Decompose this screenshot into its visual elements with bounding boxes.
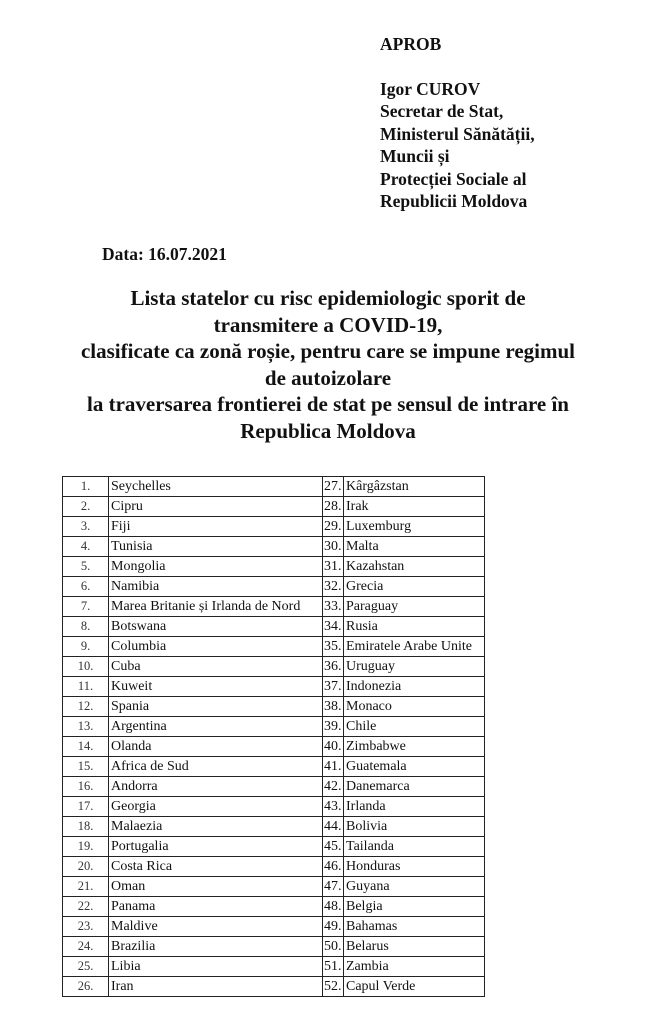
country-name: Kazahstan — [344, 557, 485, 577]
country-number: 13. — [63, 717, 109, 737]
country-number: 27. — [323, 477, 344, 497]
country-name: Chile — [344, 717, 485, 737]
table-row — [63, 477, 485, 497]
country-name: Spania — [109, 697, 323, 717]
country-name: Columbia — [109, 637, 323, 657]
country-name: Luxemburg — [344, 517, 485, 537]
country-number: 36. — [323, 657, 344, 677]
country-number: 5. — [63, 557, 109, 577]
country-number: 23. — [63, 917, 109, 937]
table-row — [63, 717, 485, 737]
country-number: 39. — [323, 717, 344, 737]
country-number: 18. — [63, 817, 109, 837]
country-name: Capul Verde — [344, 977, 485, 997]
country-number: 1. — [63, 477, 109, 497]
table-row — [63, 877, 485, 897]
country-number: 22. — [63, 897, 109, 917]
country-number: 17. — [63, 797, 109, 817]
country-number: 44. — [323, 817, 344, 837]
countries-table — [62, 476, 485, 997]
country-number: 33. — [323, 597, 344, 617]
country-name: Zimbabwe — [344, 737, 485, 757]
country-name: Maldive — [109, 917, 323, 937]
table-row — [63, 697, 485, 717]
country-name: Grecia — [344, 577, 485, 597]
table-row — [63, 777, 485, 797]
table-row — [63, 957, 485, 977]
country-number: 3. — [63, 517, 109, 537]
table-row — [63, 797, 485, 817]
country-number: 26. — [63, 977, 109, 997]
country-name: Honduras — [344, 857, 485, 877]
table-row — [63, 977, 485, 997]
country-number: 40. — [323, 737, 344, 757]
country-name: Indonezia — [344, 677, 485, 697]
country-name: Uruguay — [344, 657, 485, 677]
approver-ministry-line: Ministerul Sănătății, — [380, 123, 535, 144]
country-name: Tunisia — [109, 537, 323, 557]
country-number: 48. — [323, 897, 344, 917]
table-row — [63, 917, 485, 937]
country-name: Mongolia — [109, 557, 323, 577]
approver-ministry-line: Muncii și — [380, 146, 450, 166]
country-name: Portugalia — [109, 837, 323, 857]
country-number: 25. — [63, 957, 109, 977]
country-name: Zambia — [344, 957, 485, 977]
country-name: Belgia — [344, 897, 485, 917]
country-name: Belarus — [344, 937, 485, 957]
country-name: Iran — [109, 977, 323, 997]
country-name: Botswana — [109, 617, 323, 637]
country-name: Bolivia — [344, 817, 485, 837]
country-number: 28. — [323, 497, 344, 517]
country-number: 35. — [323, 637, 344, 657]
country-name: Malaezia — [109, 817, 323, 837]
table-row — [63, 517, 485, 537]
country-number: 21. — [63, 877, 109, 897]
country-number: 10. — [63, 657, 109, 677]
table-row — [63, 617, 485, 637]
table-row — [63, 657, 485, 677]
country-number: 19. — [63, 837, 109, 857]
country-name: Fiji — [109, 517, 323, 537]
country-number: 9. — [63, 637, 109, 657]
country-number: 8. — [63, 617, 109, 637]
country-name: Africa de Sud — [109, 757, 323, 777]
country-name: Rusia — [344, 617, 485, 637]
country-number: 32. — [323, 577, 344, 597]
country-number: 31. — [323, 557, 344, 577]
country-name: Monaco — [344, 697, 485, 717]
country-number: 37. — [323, 677, 344, 697]
approver-name: Igor CUROV — [380, 78, 481, 99]
country-number: 47. — [323, 877, 344, 897]
country-number: 38. — [323, 697, 344, 717]
country-name: Oman — [109, 877, 323, 897]
title-line: transmitere a COVID-19, — [213, 312, 443, 337]
country-name: Andorra — [109, 777, 323, 797]
country-name: Kuweit — [109, 677, 323, 697]
country-name: Cipru — [109, 497, 323, 517]
country-number: 42. — [323, 777, 344, 797]
table-row — [63, 557, 485, 577]
approver-ministry-line: Protecției Sociale al — [380, 168, 527, 189]
country-number: 24. — [63, 937, 109, 957]
table-row — [63, 497, 485, 517]
country-number: 41. — [323, 757, 344, 777]
country-number: 7. — [63, 597, 109, 617]
table-row — [63, 817, 485, 837]
approver-ministry-line: Republicii Moldova — [380, 191, 528, 211]
country-name: Georgia — [109, 797, 323, 817]
country-name: Brazilia — [109, 937, 323, 957]
table-row — [63, 857, 485, 877]
document-date: Data: 16.07.2021 — [102, 244, 227, 264]
country-number: 30. — [323, 537, 344, 557]
title-line: Republica Moldova — [240, 418, 416, 443]
country-name: Costa Rica — [109, 857, 323, 877]
country-number: 50. — [323, 937, 344, 957]
country-number: 20. — [63, 857, 109, 877]
table-row — [63, 637, 485, 657]
table-row — [63, 757, 485, 777]
country-name: Argentina — [109, 717, 323, 737]
country-number: 29. — [323, 517, 344, 537]
title-line: la traversarea frontierei de stat pe sensul de intrare în — [87, 392, 569, 416]
table-row — [63, 897, 485, 917]
title-line: de autoizolare — [264, 365, 392, 390]
table-row — [63, 577, 485, 597]
country-name: Guyana — [344, 877, 485, 897]
country-number: 6. — [63, 577, 109, 597]
country-name: Olanda — [109, 737, 323, 757]
table-row — [63, 937, 485, 957]
country-number: 11. — [63, 677, 109, 697]
country-number: 49. — [323, 917, 344, 937]
approval-block — [380, 33, 535, 213]
country-name: Marea Britanie și Irlanda de Nord — [109, 597, 323, 617]
country-name: Libia — [109, 957, 323, 977]
country-number: 34. — [323, 617, 344, 637]
country-number: 46. — [323, 857, 344, 877]
country-name: Panama — [109, 897, 323, 917]
country-name: Seychelles — [109, 477, 323, 497]
country-number: 14. — [63, 737, 109, 757]
country-number: 43. — [323, 797, 344, 817]
country-name: Paraguay — [344, 597, 485, 617]
country-number: 52. — [323, 977, 344, 997]
country-number: 16. — [63, 777, 109, 797]
country-number: 15. — [63, 757, 109, 777]
table-row — [63, 537, 485, 557]
country-number: 2. — [63, 497, 109, 517]
country-number: 45. — [323, 837, 344, 857]
table-row — [63, 837, 485, 857]
country-number: 12. — [63, 697, 109, 717]
country-name: Namibia — [109, 577, 323, 597]
table-row — [63, 677, 485, 697]
country-name: Kârgâzstan — [344, 477, 485, 497]
country-name: Malta — [344, 537, 485, 557]
country-number: 51. — [323, 957, 344, 977]
country-name: Danemarca — [344, 777, 485, 797]
country-name: Irlanda — [344, 797, 485, 817]
country-name: Tailanda — [344, 837, 485, 857]
table-row — [63, 737, 485, 757]
country-name: Guatemala — [344, 757, 485, 777]
country-name: Bahamas — [344, 917, 485, 937]
approval-heading: APROB — [380, 34, 442, 54]
table-row — [63, 597, 485, 617]
document-title — [0, 285, 656, 444]
country-name: Irak — [344, 497, 485, 517]
country-name: Cuba — [109, 657, 323, 677]
country-number: 4. — [63, 537, 109, 557]
title-line: Lista statelor cu risc epidemiologic sporit de — [130, 286, 526, 310]
country-name: Emiratele Arabe Unite — [344, 637, 485, 657]
title-line: clasificate ca zonă roșie, pentru care se impune regimul — [80, 339, 575, 363]
approver-title: Secretar de Stat, — [380, 101, 504, 121]
